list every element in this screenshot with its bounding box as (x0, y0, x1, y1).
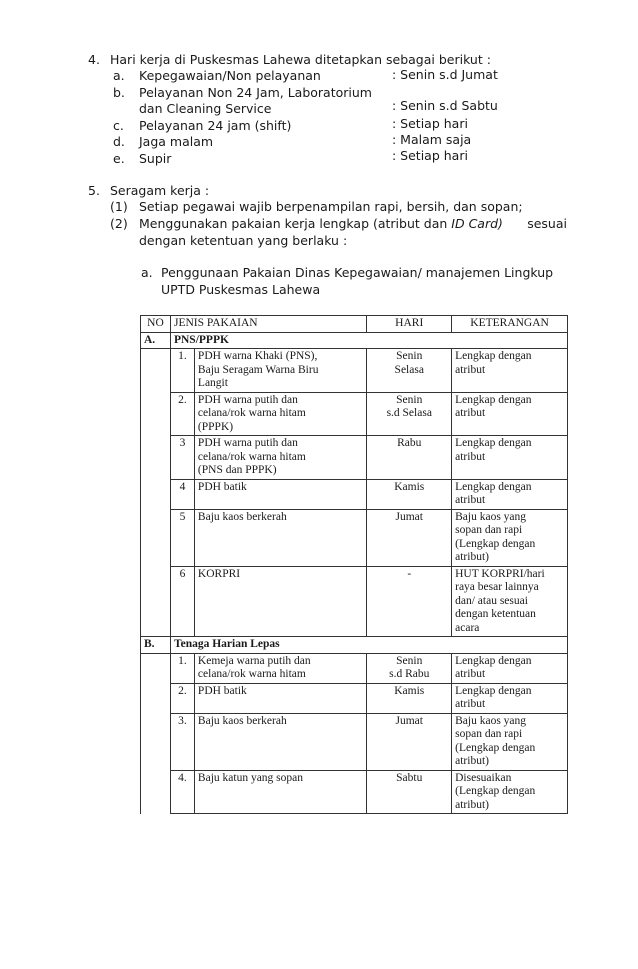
item-value: : Setiap hari (392, 148, 468, 163)
row-keterangan-line: dan/ atau sesuai (455, 594, 528, 607)
row-jenis (194, 436, 366, 480)
row-jenis (194, 566, 366, 637)
row-number: 2. (170, 392, 194, 436)
header-jenis: JENIS PAKAIAN (170, 316, 366, 333)
row-keterangan-line: raya besar lainnya (455, 581, 539, 593)
header-no: NO (141, 316, 171, 333)
header-hari: HARI (367, 316, 452, 333)
row-number: 4. (170, 770, 194, 814)
row-hari-line: Jumat (395, 714, 423, 727)
row-jenis (194, 683, 366, 713)
row-jenis (194, 653, 366, 683)
table-row (141, 683, 568, 713)
row-number: 1. (170, 349, 194, 393)
row-hari-line: Sabtu (396, 771, 423, 784)
row-keterangan-line: Lengkap dengan (455, 437, 532, 449)
group-title: PNS/PPPK (170, 332, 567, 349)
row-spacer (141, 349, 171, 393)
row-keterangan-line: atribut (455, 407, 486, 419)
row-jenis (194, 770, 366, 814)
row-keterangan-line: Baju kaos yang (455, 510, 527, 523)
row-jenis (194, 509, 366, 566)
row-jenis-line: celana/rok warna hitam (197, 407, 306, 419)
row-keterangan-line: (Lengkap dengan (455, 741, 536, 754)
point-text-line (139, 216, 567, 231)
row-keterangan-line: HUT KORPRI/hari (455, 567, 545, 580)
row-jenis (194, 349, 366, 393)
item-value: : Senin s.d Jumat (392, 67, 498, 82)
item-value: : Malam saja (392, 132, 472, 147)
row-keterangan-line: (Lengkap dengan (455, 785, 536, 797)
row-jenis-line: celana/rok warna hitam (197, 450, 306, 463)
row-keterangan-line: atribut (455, 494, 486, 506)
sub-a-letter: a. (141, 265, 153, 280)
row-number: 3. (170, 713, 194, 770)
table-group-row (141, 332, 568, 349)
point-number: (1) (110, 199, 128, 214)
row-jenis-line: (PNS dan PPPK) (197, 464, 277, 476)
row-spacer (141, 566, 171, 637)
row-keterangan (452, 436, 568, 480)
item-label-continued: dan Cleaning Service (139, 101, 272, 116)
section-5-number: 5. (88, 183, 100, 198)
group-title: Tenaga Harian Lepas (170, 637, 567, 654)
table-header-row (141, 316, 568, 333)
row-spacer (141, 683, 171, 713)
row-jenis-line: Kemeja warna putih dan (197, 654, 311, 667)
row-jenis-line: Langit (197, 377, 228, 389)
row-keterangan-line: atribut) (455, 551, 489, 563)
item-letter: e. (113, 151, 125, 166)
point-text-italic: ID Card) (451, 216, 503, 231)
row-keterangan-line: Baju kaos yang (455, 714, 527, 727)
sub-a-line1: Penggunaan Pakaian Dinas Kepegawaian/ manajemen Lingkup (161, 265, 554, 280)
table-row (141, 392, 568, 436)
row-keterangan-line: Lengkap dengan (455, 393, 532, 406)
row-keterangan-line: atribut (455, 450, 486, 463)
row-hari (367, 653, 452, 683)
row-keterangan-line: Disesuaikan (455, 771, 512, 784)
table-row (141, 713, 568, 770)
row-spacer (141, 436, 171, 480)
row-jenis-line: PDH warna Khaki (PNS), (197, 350, 318, 362)
sub-a-line2: UPTD Puskesmas Lahewa (161, 282, 321, 297)
table-row (141, 436, 568, 480)
point-text-b: sesuai (527, 216, 567, 231)
row-keterangan-line: (Lengkap dengan (455, 537, 536, 550)
row-jenis (194, 479, 366, 509)
point-text-continued: dengan ketentuan yang berlaku : (139, 233, 348, 248)
row-hari (367, 436, 452, 480)
row-hari (367, 509, 452, 566)
row-keterangan (452, 683, 568, 713)
row-keterangan-line: dengan ketentuan (455, 608, 536, 620)
row-keterangan-line: atribut (455, 668, 486, 680)
header-keterangan: KETERANGAN (452, 316, 568, 333)
item-letter: d. (113, 134, 125, 149)
row-keterangan-line: Lengkap dengan (455, 684, 532, 697)
item-value: : Setiap hari (392, 116, 468, 131)
table-row (141, 566, 568, 637)
row-jenis-line: (PPPK) (197, 420, 234, 433)
section-4-number: 4. (88, 52, 100, 67)
point-number: (2) (110, 216, 128, 231)
row-hari-line: Kamis (394, 684, 425, 697)
row-jenis-line: celana/rok warna hitam (197, 668, 306, 680)
row-jenis-line: KORPRI (197, 567, 241, 580)
row-keterangan (452, 392, 568, 436)
row-hari-line: Jumat (395, 510, 423, 523)
row-spacer (141, 713, 171, 770)
row-jenis-line: Baju kaos berkerah (197, 510, 287, 523)
section-4-title: Hari kerja di Puskesmas Lahewa ditetapkan sebagai berikut : (110, 52, 491, 67)
row-keterangan (452, 509, 568, 566)
row-keterangan-line: atribut) (455, 755, 489, 767)
item-letter: c. (113, 118, 124, 133)
item-label: Pelayanan 24 jam (shift) (139, 118, 292, 133)
point-text-a: Menggunakan pakaian kerja lengkap (atribut dan (139, 216, 448, 231)
row-hari (367, 392, 452, 436)
row-spacer (141, 509, 171, 566)
row-spacer (141, 392, 171, 436)
row-hari-line: Rabu (397, 437, 422, 449)
row-keterangan-line: atribut (455, 363, 486, 376)
row-keterangan-line: acara (455, 621, 480, 634)
row-spacer (141, 770, 171, 814)
item-letter: a. (113, 68, 125, 83)
row-spacer (141, 653, 171, 683)
row-spacer (141, 479, 171, 509)
row-keterangan-line: Lengkap dengan (455, 480, 532, 493)
row-jenis (194, 713, 366, 770)
row-keterangan-line: Lengkap dengan (455, 654, 532, 667)
row-hari (367, 566, 452, 637)
row-number: 3 (170, 436, 194, 480)
row-jenis-line: Baju katun yang sopan (197, 771, 303, 784)
row-hari-line: - (407, 567, 412, 580)
group-code: A. (141, 332, 171, 349)
row-hari-line: Senin (396, 654, 423, 667)
row-jenis-line: PDH batik (197, 684, 247, 697)
row-jenis-line: PDH warna putih dan (197, 393, 298, 406)
table-group-row (141, 637, 568, 654)
item-label: Jaga malam (139, 134, 214, 149)
row-hari (367, 683, 452, 713)
row-jenis-line: PDH warna putih dan (197, 437, 298, 449)
row-keterangan (452, 566, 568, 637)
row-number: 1. (170, 653, 194, 683)
row-keterangan (452, 349, 568, 393)
item-value: : Senin s.d Sabtu (392, 98, 498, 113)
row-hari-line: Senin (396, 350, 423, 362)
row-hari-line: s.d Rabu (389, 668, 430, 680)
item-label: Pelayanan Non 24 Jam, Laboratorium (139, 85, 372, 100)
uniform-table (140, 315, 568, 814)
table-row (141, 653, 568, 683)
table-row (141, 479, 568, 509)
row-keterangan-line: atribut (455, 698, 486, 710)
table-row (141, 349, 568, 393)
table-row (141, 509, 568, 566)
row-jenis-line: Baju kaos berkerah (197, 714, 287, 727)
row-keterangan (452, 770, 568, 814)
row-number: 5 (170, 509, 194, 566)
row-jenis (194, 392, 366, 436)
section-5-title: Seragam kerja : (110, 183, 210, 198)
row-hari (367, 770, 452, 814)
item-label: Kepegawaian/Non pelayanan (139, 68, 321, 83)
row-number: 4 (170, 479, 194, 509)
row-hari (367, 713, 452, 770)
group-code: B. (141, 637, 171, 654)
row-number: 2. (170, 683, 194, 713)
row-keterangan-line: atribut) (455, 798, 489, 811)
item-letter: b. (113, 85, 125, 100)
row-keterangan-line: Lengkap dengan (455, 350, 532, 362)
row-keterangan (452, 653, 568, 683)
row-hari (367, 349, 452, 393)
row-keterangan (452, 479, 568, 509)
row-number: 6 (170, 566, 194, 637)
row-keterangan (452, 713, 568, 770)
row-keterangan-line: sopan dan rapi (455, 524, 523, 536)
row-jenis-line: Baju Seragam Warna Biru (197, 363, 319, 376)
row-hari-line: s.d Selasa (386, 407, 432, 419)
row-keterangan-line: sopan dan rapi (455, 728, 523, 740)
row-hari-line: Senin (396, 393, 423, 406)
table-row (141, 770, 568, 814)
row-hari-line: Kamis (394, 480, 425, 493)
row-jenis-line: PDH batik (197, 480, 247, 493)
row-hari (367, 479, 452, 509)
point-text: Setiap pegawai wajib berpenampilan rapi, bersih, dan sopan; (139, 199, 523, 214)
item-label: Supir (139, 151, 172, 166)
row-hari-line: Selasa (394, 363, 424, 376)
